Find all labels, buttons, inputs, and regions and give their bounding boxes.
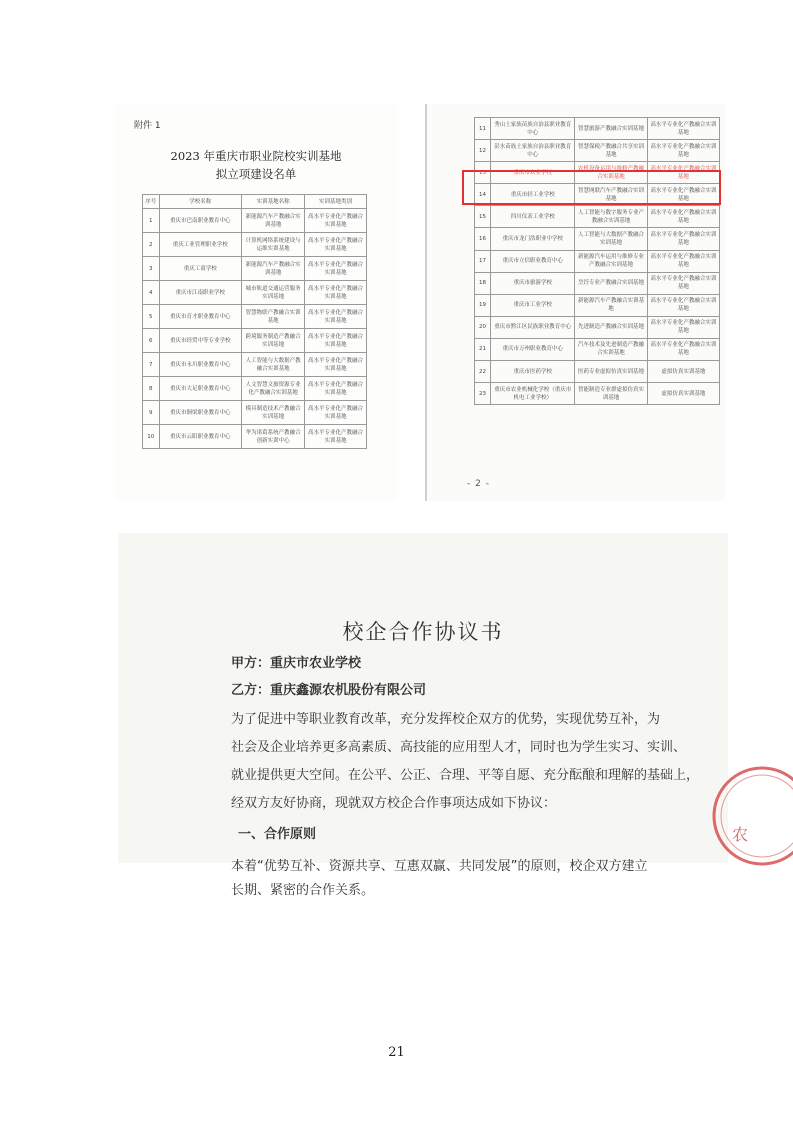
table-cell: 农机设备运用与维修产教融合实训基地 xyxy=(575,162,647,184)
table-cell: 高水平专业化产教融合实训基地 xyxy=(647,228,719,250)
table-cell: 智能制造专业群虚拟仿真实训基地 xyxy=(575,383,647,405)
table-cell: 高水平专业化产教融合实训基地 xyxy=(305,401,367,425)
table-cell: 重庆市工业学校 xyxy=(491,294,575,316)
paragraph-line: 社会及企业培养更多高素质、高技能的应用型人才，同时也为学生实习、实训、 xyxy=(231,740,687,755)
table-cell: 人工智能与大数据产教融合实训基地 xyxy=(242,353,305,377)
table-cell: 重庆市大足职业教育中心 xyxy=(159,377,242,401)
table-cell: 高水平专业化产教融合实训基地 xyxy=(305,209,367,233)
table-row xyxy=(475,140,720,162)
section-heading: 一、合作原则 xyxy=(238,827,317,842)
table-row xyxy=(475,206,720,228)
table-cell: 12 xyxy=(475,140,491,162)
table-cell: 重庆市经贸中等专业学校 xyxy=(159,329,242,353)
agreement-title: 校企合作协议书 xyxy=(342,620,504,644)
table-cell: 秀山土家族苗族自治县职业教育中心 xyxy=(491,118,575,140)
paragraph-line: 为了促进中等职业教育改革，充分发挥校企双方的优势，实现优势互补，为 xyxy=(231,712,661,727)
table-cell: 23 xyxy=(475,383,491,405)
header-cell: 学校名称 xyxy=(159,195,242,209)
table-cell: 高水平专业化产教融合实训基地 xyxy=(647,272,719,294)
table-cell: 新能源汽车产教融合实训基地 xyxy=(575,294,647,316)
table-cell: 13 xyxy=(475,162,491,184)
table-cell: 虚拟仿真实训基地 xyxy=(647,361,719,383)
header-cell: 实训基地名称 xyxy=(242,195,305,209)
paragraph-line: 经双方友好协商，现就双方校企合作事项达成如下协议： xyxy=(231,796,557,811)
table-cell: 17 xyxy=(475,250,491,272)
table-cell: 智慧网联汽车产教融合实训基地 xyxy=(575,184,647,206)
table-cell: 汽车技术及先进制造产教融合实训基地 xyxy=(575,338,647,360)
table-cell: 重庆市巴南职业教育中心 xyxy=(159,209,242,233)
table-cell: 重庆市立信职业教育中心 xyxy=(491,250,575,272)
table-cell: 重庆工商学校 xyxy=(159,257,242,281)
table-cell: 8 xyxy=(143,377,160,401)
table-cell: 智慧旅游产教融合实训基地 xyxy=(575,118,647,140)
table-cell: 高水平专业化产教融合实训基地 xyxy=(647,294,719,316)
table-row xyxy=(475,294,720,316)
table-cell: 高水平专业化产教融合实训基地 xyxy=(647,184,719,206)
table-cell: 高水平专业化产教融合实训基地 xyxy=(647,250,719,272)
table-row xyxy=(475,272,720,294)
left-scanned-page xyxy=(115,104,397,501)
table-cell: 重庆市万州职业教育中心 xyxy=(491,338,575,360)
table-row xyxy=(143,425,367,449)
table-row xyxy=(143,209,367,233)
table-row xyxy=(475,316,720,338)
table-cell: 计算机网络系统建设与运维实训基地 xyxy=(242,233,305,257)
base-list-table-left xyxy=(142,194,367,449)
attachment-label: 附件 1 xyxy=(134,121,161,131)
table-cell: 2 xyxy=(143,233,160,257)
paragraph-line: 长期、紧密的合作关系。 xyxy=(231,883,375,898)
table-cell: 人文智慧文旅资源专业化产教融合实训基地 xyxy=(242,377,305,401)
table-cell: 新能源汽车运用与维修专业产教融合实训基地 xyxy=(575,250,647,272)
table-cell: 智慧保税产教融合共享实训基地 xyxy=(575,140,647,162)
table-row xyxy=(143,257,367,281)
table-cell: 5 xyxy=(143,305,160,329)
table-cell: 高水平专业化产教融合实训基地 xyxy=(305,233,367,257)
table-cell: 人工智能与大数据产教融合实训基地 xyxy=(575,228,647,250)
table-cell: 3 xyxy=(143,257,160,281)
table-cell: 6 xyxy=(143,329,160,353)
highlight-box xyxy=(462,170,721,205)
paragraph-line: 本着“优势互补、资源共享、互惠双赢、共同发展”的原则，校企双方建立 xyxy=(231,859,648,874)
stamp-text: 农 xyxy=(732,825,749,844)
table-cell: 9 xyxy=(143,401,160,425)
table-cell: 高水平专业化产教融合实训基地 xyxy=(305,305,367,329)
table-cell: 1 xyxy=(143,209,160,233)
table-row xyxy=(475,118,720,140)
party-a: 甲方：重庆市农业学校 xyxy=(231,656,362,671)
table-cell: 重庆市江南职业学校 xyxy=(159,281,242,305)
table-cell: 20 xyxy=(475,316,491,338)
table-cell: 高水平专业化产教融合实训基地 xyxy=(647,162,719,184)
table-header-row xyxy=(143,195,367,209)
table-cell: 高水平专业化产教融合实训基地 xyxy=(647,338,719,360)
table-cell: 高水平专业化产教融合实训基地 xyxy=(647,316,719,338)
table-cell: 19 xyxy=(475,294,491,316)
right-scanned-page xyxy=(425,104,725,501)
table-cell: 跨境服务制造产教融合实训基地 xyxy=(242,329,305,353)
table-row xyxy=(143,377,367,401)
table-row xyxy=(475,250,720,272)
table-cell: 新能源汽车产教融合实训基地 xyxy=(242,257,305,281)
table-row xyxy=(143,305,367,329)
table-cell: 虚拟仿真实训基地 xyxy=(647,383,719,405)
agreement-scan xyxy=(118,533,749,898)
table-cell: 重庆市永川职业教育中心 xyxy=(159,353,242,377)
table-row xyxy=(475,361,720,383)
paragraph-line: 就业提供更大空间。在公平、公正、合理、平等自愿、充分酝酿和理解的基础上， xyxy=(231,768,700,783)
table-cell: 重庆市龙门浩职业中学校 xyxy=(491,228,575,250)
table-cell: 医药专业虚拟仿真实训基地 xyxy=(575,361,647,383)
header-cell: 实训基地类别 xyxy=(305,195,367,209)
table-row xyxy=(475,383,720,405)
table-cell: 彭水苗族土家族自治县职业教育中心 xyxy=(491,140,575,162)
list-title: 2023 年重庆市职业院校实训基地 xyxy=(170,149,342,163)
table-cell: 高水平专业化产教融合实训基地 xyxy=(305,377,367,401)
header-cell: 序号 xyxy=(143,195,160,209)
table-cell: 人工智能与数字服务专业产教融合实训基地 xyxy=(575,206,647,228)
scanned-page-number: - 2 - xyxy=(467,479,490,489)
table-cell: 重庆市农业机械化学校（重庆市机电工业学校） xyxy=(491,383,575,405)
table-row xyxy=(143,281,367,305)
table-cell: 新能源汽车产教融合实训基地 xyxy=(242,209,305,233)
table-cell: 21 xyxy=(475,338,491,360)
table-cell: 重庆市农业学校 xyxy=(491,162,575,184)
base-list-table-right xyxy=(474,117,720,405)
table-cell: 高水平专业化产教融合实训基地 xyxy=(305,353,367,377)
table-cell: 7 xyxy=(143,353,160,377)
table-cell: 烹饪专业产教融合实训基地 xyxy=(575,272,647,294)
table-cell: 先进制造产教融合实训基地 xyxy=(575,316,647,338)
table-row xyxy=(143,401,367,425)
table-cell: 模具制造技术产教融合实训基地 xyxy=(242,401,305,425)
table-cell: 16 xyxy=(475,228,491,250)
table-cell: 华为诸葛系统产教融合创新实训中心 xyxy=(242,425,305,449)
table-cell: 重庆市旅游学校 xyxy=(491,272,575,294)
table-cell: 高水平专业化产教融合实训基地 xyxy=(305,257,367,281)
table-cell: 城市轨道交通运营服务实训基地 xyxy=(242,281,305,305)
table-row xyxy=(143,233,367,257)
red-seal-stamp xyxy=(684,758,793,868)
table-cell: 高水平专业化产教融合实训基地 xyxy=(305,281,367,305)
table-cell: 智慧物联产教融合实训基地 xyxy=(242,305,305,329)
table-cell: 重庆市铜梁职业教育中心 xyxy=(159,401,242,425)
table-cell: 11 xyxy=(475,118,491,140)
table-cell: 4 xyxy=(143,281,160,305)
table-cell: 18 xyxy=(475,272,491,294)
table-cell: 14 xyxy=(475,184,491,206)
table-cell: 高水平专业化产教融合实训基地 xyxy=(647,118,719,140)
table-row xyxy=(475,228,720,250)
table-cell: 15 xyxy=(475,206,491,228)
table-row xyxy=(143,329,367,353)
table-cell: 重庆市育才职业教育中心 xyxy=(159,305,242,329)
list-subtitle: 拟立项建设名单 xyxy=(215,167,297,181)
party-b: 乙方：重庆鑫源农机股份有限公司 xyxy=(231,683,427,698)
table-cell: 重庆工业管理职业学校 xyxy=(159,233,242,257)
table-cell: 高水平专业化产教融合实训基地 xyxy=(647,140,719,162)
table-row xyxy=(475,338,720,360)
page-number: 21 xyxy=(388,1045,405,1060)
table-cell: 四川仪表工业学校 xyxy=(491,206,575,228)
table-cell: 高水平专业化产教融合实训基地 xyxy=(305,329,367,353)
table-cell: 重庆市医药学校 xyxy=(491,361,575,383)
table-cell: 22 xyxy=(475,361,491,383)
table-cell: 高水平专业化产教融合实训基地 xyxy=(647,206,719,228)
table-row xyxy=(143,353,367,377)
table-cell: 10 xyxy=(143,425,160,449)
table-cell: 重庆市黔江区民族职业教育中心 xyxy=(491,316,575,338)
table-cell: 高水平专业化产教融合实训基地 xyxy=(305,425,367,449)
table-cell: 重庆市云阳职业教育中心 xyxy=(159,425,242,449)
table-cell: 重庆市轻工业学校 xyxy=(491,184,575,206)
